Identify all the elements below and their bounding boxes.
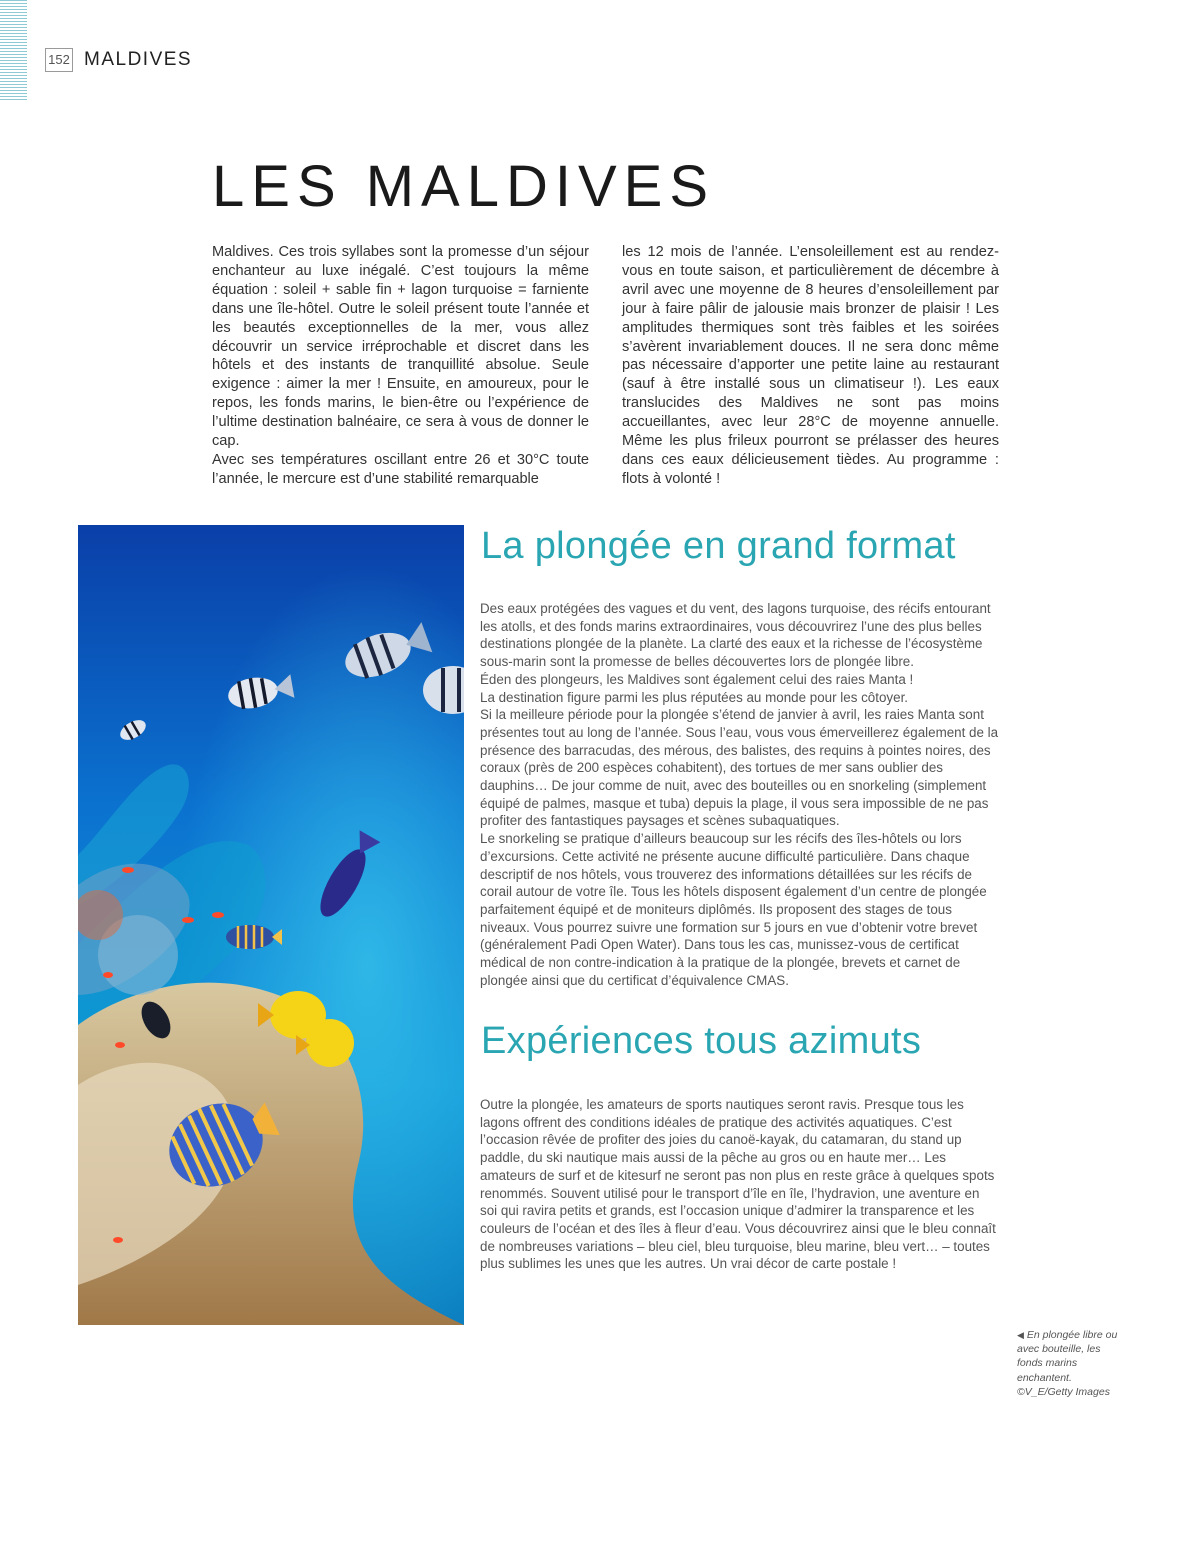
diving-paragraph: Des eaux protégées des vagues et du vent, des lagons turquoise, des récifs entourant les atolls, et des fonds marins extraordinaires, vous découvrirez l’une des plus belles destinations plongée de la planète. La clarté des eaux et la richesse de l’écosystème sous-marin sont la promesse de belles découvertes lors de plongée libre. [480, 601, 991, 670]
diving-paragraph: Éden des plongeurs, les Maldives sont également celui des raies Manta ! [480, 671, 914, 687]
edge-stripes-decoration [0, 0, 27, 100]
diving-paragraph: Si la meilleure période pour la plongée s’étend de janvier à avril, les raies Manta sont présentes tout au long de l’année. Sous l’eau, vous vous émerveillerez également de la présence des barracudas, des mérous, des balistes, des requins à pointes noires, des coraux (près de 200 espèces cohabitent), des tortues de mer sans oublier des dauphins… De jour comme de nuit, avec des bouteilles ou en snorkeling (simplement équipé de palmes, masque et tuba) depuis la plage, il vous sera impossible de ne pas profiter des fantastiques paysages et scènes subaquatiques. [480, 707, 999, 829]
intro-column-right [622, 243, 999, 489]
running-head: MALDIVES [84, 49, 193, 70]
diving-paragraph: Le snorkeling se pratique d’ailleurs beaucoup sur les récifs des îles-hôtels ou lors d’excursions. Cette activité ne présente aucune difficulté particulière. Dans chaque descriptif de nos hôtels, vous trouverez des informations détaillées sur les récifs de corail autour de votre île. Tous les hôtels disposent également d’un centre de plongée parfaitement équipé et de moniteurs diplômés. Ils proposent des stages de tous niveaux. Vous pourrez suivre une formation sur 5 jours en vue d’obtenir votre brevet (généralement Padi Open Water). Dans tous les cas, munissez-vous de certificat médical de non contre-indication à la pratique de la plongée, brevets et carnet de plongée ainsi que du certificat d’équivalence CMAS. [480, 831, 987, 988]
experiences-body-text [480, 1096, 1000, 1273]
page-number: 152 [45, 48, 73, 72]
diving-paragraph: La destination figure parmi les plus réputées au monde pour les côtoyer. [480, 689, 909, 705]
left-triangle-icon: ◀ [1017, 1330, 1024, 1340]
intro-paragraph: Maldives. Ces trois syllabes sont la promesse d’un séjour enchanteur au luxe inégalé. C’est toujours la même équation : soleil + sable fin + lagon turquoise = farniente dans une île-hôtel. Outre le soleil présent toute l’année et les beautés exceptionnelles de la mer, vous allez découvrir un service irréprochable et discret dans les hôtels et des instants de tranquillité absolue. Seule exigence : aimer la mer ! Ensuite, en amoureux, pour le repos, les fonds marins, le bien-être ou l’expérience de l’ultime destination balnéaire, ce sera à vous de donner le cap. [212, 244, 589, 450]
underwater-reef-photo [78, 525, 464, 1325]
diving-body-text [480, 600, 1000, 989]
intro-paragraph: Avec ses températures oscillant entre 26 et 30°C toute l’année, le mercure est d’une stabilité remarquable [212, 451, 589, 487]
intro-paragraph: les 12 mois de l’année. L’ensoleillement est au rendez-vous en toute saison, et particulièrement de décembre à avril avec une moyenne de 8 heures d’ensoleillement par jour à faire pâlir de jalousie mais bronzer de plaisir ! Les amplitudes thermiques sont très faibles et les soirées s’avèrent invariablement douces. Il ne sera donc même pas nécessaire d’apporter une petite laine au restaurant (sauf à être installé sous un climatiseur !). Les eaux translucides des Maldives ne sont pas moins accueillantes, avec leur 28°C de moyenne annuelle. Même les plus frileux pourront se prélasser des heures dans ces eaux délicieusement tièdes. Au programme : flots à volonté ! [622, 244, 999, 487]
photo-credit: ©V_E/Getty Images [1017, 1385, 1110, 1398]
page-title: LES MALDIVES [212, 154, 716, 219]
section-heading-plongee: La plongée en grand format [481, 525, 956, 567]
experiences-paragraph: Outre la plongée, les amateurs de sports nautiques seront ravis. Presque tous les lagons offrent des conditions idéales de pratique des activités aquatiques. C’est l’occasion rêvée de profiter des joies du canoë-kayak, du catamaran, du stand up paddle, du ski nautique mais aussi de la pêche au gros ou en haute mer… Les amateurs de surf et de kitesurf ne seront pas non plus en reste grâce à quelques spots renommés. Souvent utilisé pour le transport d’île en île, l’hydravion, une aventure en soi qui ravira petits et grands, est l’occasion unique d’admirer la transparence et les couleurs de l’océan et des îles à fleur d’eau. Vous découvrirez ainsi que le bleu connaît de nombreuses variations – bleu ciel, bleu turquoise, bleu marine, bleu vert… – toutes plus sublimes les unes que les autres. Un vrai décor de carte postale ! [480, 1097, 996, 1272]
intro-column-left [212, 243, 589, 489]
photo-caption [1017, 1328, 1127, 1399]
section-heading-experiences: Expériences tous azimuts [481, 1020, 922, 1062]
caption-text: En plongée libre ou avec bouteille, les fonds marins enchantent. [1017, 1329, 1118, 1384]
